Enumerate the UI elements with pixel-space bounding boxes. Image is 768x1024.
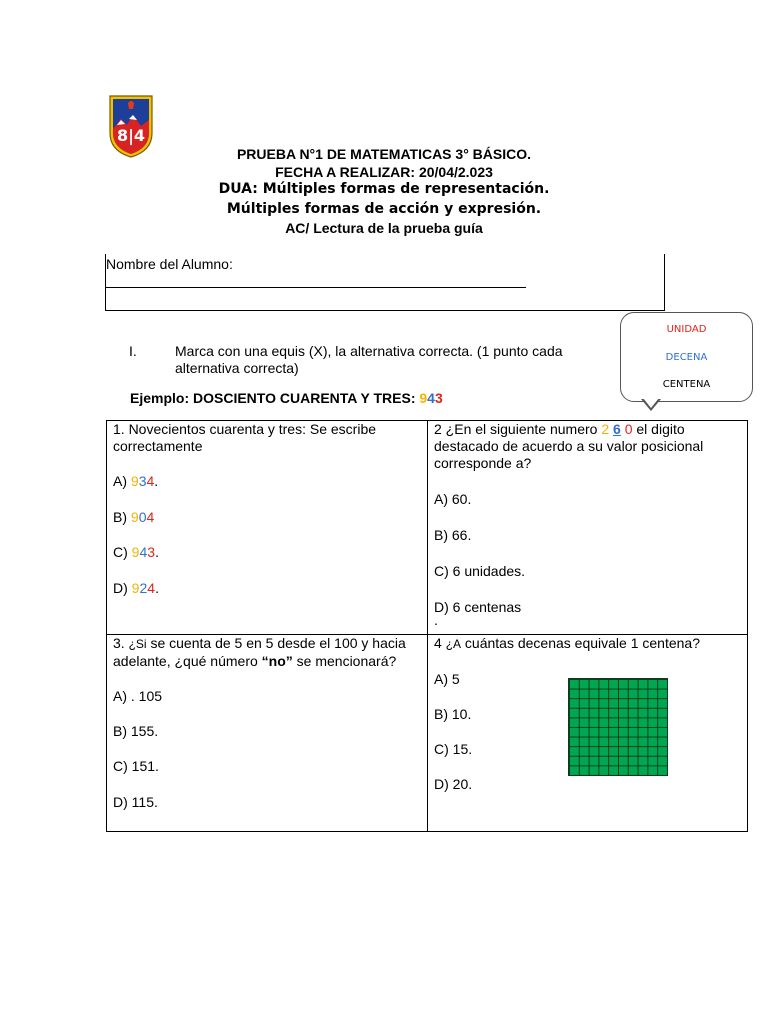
example-line xyxy=(130,390,443,406)
test-date: FECHA A REALIZAR: 20/04/2.023 xyxy=(275,164,493,180)
question-3-cell xyxy=(107,635,428,832)
q3-option-d[interactable]: D) 115. xyxy=(113,794,158,810)
q2-digit-hundreds: 2 xyxy=(601,421,610,437)
q3-option-b[interactable]: B) 155. xyxy=(113,723,159,739)
q2-option-d[interactable]: D) 6 centenas xyxy=(434,599,522,615)
place-value-callout xyxy=(620,312,753,402)
callout-centena: CENTENA xyxy=(662,379,711,390)
question-1-title: 1. Novecientos cuarenta y tres: Se escribe correctamente xyxy=(113,421,377,454)
q1-option-a[interactable]: A) 934. xyxy=(113,473,159,489)
student-name-box[interactable] xyxy=(105,254,665,311)
q4-option-d[interactable]: D) 20. xyxy=(434,776,473,792)
ac-line: AC/ Lectura de la prueba guía xyxy=(285,220,483,236)
instruction-line-2: alternativa correcta) xyxy=(175,360,299,376)
q3-option-c[interactable]: C) 151. xyxy=(113,758,159,774)
q2-option-a[interactable]: A) 60. xyxy=(434,491,472,507)
instruction-line-1: Marca con una equis (X), la alternativa correcta. (1 punto cada xyxy=(175,343,563,359)
callout-decena: DECENA xyxy=(665,352,708,363)
q4-option-c[interactable]: C) 15. xyxy=(434,741,473,757)
q1-option-b[interactable]: B) 904 xyxy=(113,509,155,525)
name-underline xyxy=(106,287,526,288)
section-instruction xyxy=(175,343,563,377)
q2-option-c[interactable]: C) 6 unidades. xyxy=(434,563,526,579)
example-digit-tens: 4 xyxy=(427,390,435,406)
q2-dot: . xyxy=(434,612,438,628)
question-1-cell xyxy=(107,421,428,635)
q4-option-b[interactable]: B) 10. xyxy=(434,706,472,722)
question-2-cell xyxy=(428,421,748,635)
student-name-label: Nombre del Alumno: xyxy=(106,256,233,272)
dua-line-2: Múltiples formas de acción y expresión. xyxy=(226,201,542,217)
q2-option-b[interactable]: B) 66. xyxy=(434,527,472,543)
q2-digit-tens-highlighted: 6 xyxy=(613,421,621,437)
q1-option-d[interactable]: D) 924. xyxy=(113,580,159,596)
example-label: Ejemplo: DOSCIENTO CUARENTA Y TRES: xyxy=(130,390,420,406)
callout-unidad: UNIDAD xyxy=(666,324,707,335)
question-2-title: 2 ¿En el siguiente numero 2 6 0 el digito destacado de acuerdo a su valor posicional corresponde a? xyxy=(434,421,704,471)
q2-digit-units: 0 xyxy=(624,421,633,437)
q4-option-a[interactable]: A) 5 xyxy=(434,671,460,687)
example-digit-hundreds: 9 xyxy=(419,390,428,406)
logo-text: 8|4 xyxy=(116,126,146,145)
test-title: PRUEBA N°1 DE MATEMATICAS 3° BÁSICO. xyxy=(236,146,532,162)
question-4-title: 4 ¿A cuántas decenas equivale 1 centena? xyxy=(434,635,700,651)
section-number: I. xyxy=(129,343,137,359)
q1-option-c[interactable]: C) 943. xyxy=(113,544,159,560)
question-3-title: 3. ¿Si se cuenta de 5 en 5 desde el 100 y hacia adelante, ¿qué número “no” se mencionará? xyxy=(113,635,406,669)
dua-line-1: DUA: Múltiples formas de representación. xyxy=(218,181,550,197)
example-digit-units: 3 xyxy=(434,390,443,406)
hundred-grid-image xyxy=(568,678,668,776)
q3-option-a[interactable]: A) . 105 xyxy=(113,688,163,704)
